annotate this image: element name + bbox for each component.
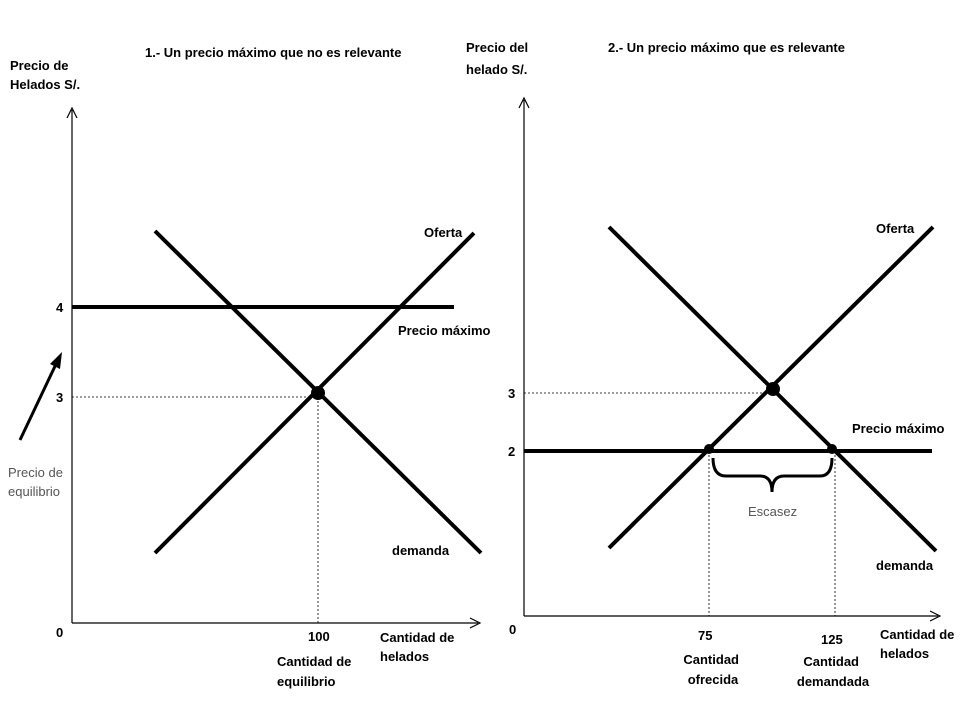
right-panel [466, 40, 958, 689]
right-tick-125: 125 [821, 632, 843, 647]
right-quantity-supplied-note: Cantidad ofrecida [683, 652, 739, 687]
right-shortage-brace-icon [713, 458, 832, 492]
right-supply-label: Oferta [876, 221, 915, 236]
right-y-axis-label: Precio del helado S/. [466, 40, 529, 77]
left-panel [8, 45, 491, 689]
right-quantity-demanded-point [827, 444, 837, 454]
left-tick-4: 4 [56, 300, 64, 315]
right-tick-3: 3 [508, 386, 516, 401]
left-equilibrium-quantity-note: Cantidad de equilibrio [277, 654, 352, 689]
right-tick-75: 75 [698, 628, 713, 643]
right-quantity-supplied-point [704, 444, 714, 454]
right-quantity-demanded-note: Cantidad demandada [796, 654, 870, 689]
right-title: 2.- Un precio máximo que es relevante [608, 40, 845, 55]
right-demand-label: demanda [876, 558, 934, 573]
left-title: 1.- Un precio máximo que no es relevante [145, 45, 402, 60]
right-equilibrium-point [766, 382, 780, 396]
left-equilibrium-price-arrow [20, 362, 57, 440]
left-tick-100: 100 [308, 629, 330, 644]
left-equilibrium-point [311, 386, 325, 400]
left-y-axis-label: Precio de Helados S/. [10, 58, 81, 92]
left-demand-label: demanda [392, 543, 450, 558]
right-tick-2: 2 [508, 444, 516, 459]
left-ceiling-label: Precio máximo [398, 323, 491, 338]
right-ceiling-label: Precio máximo [852, 421, 945, 436]
left-supply-label: Oferta [424, 225, 463, 240]
left-origin-label: 0 [56, 625, 64, 640]
left-equilibrium-price-arrowhead-icon [50, 352, 62, 369]
left-equilibrium-price-note: Precio de equilibrio [8, 465, 63, 499]
left-tick-3: 3 [56, 390, 64, 405]
right-shortage-label: Escasez [748, 504, 798, 519]
left-x-axis-label: Cantidad de helados [380, 630, 455, 664]
right-origin-label: 0 [509, 622, 517, 637]
right-x-axis-label: Cantidad de helados [880, 627, 955, 661]
